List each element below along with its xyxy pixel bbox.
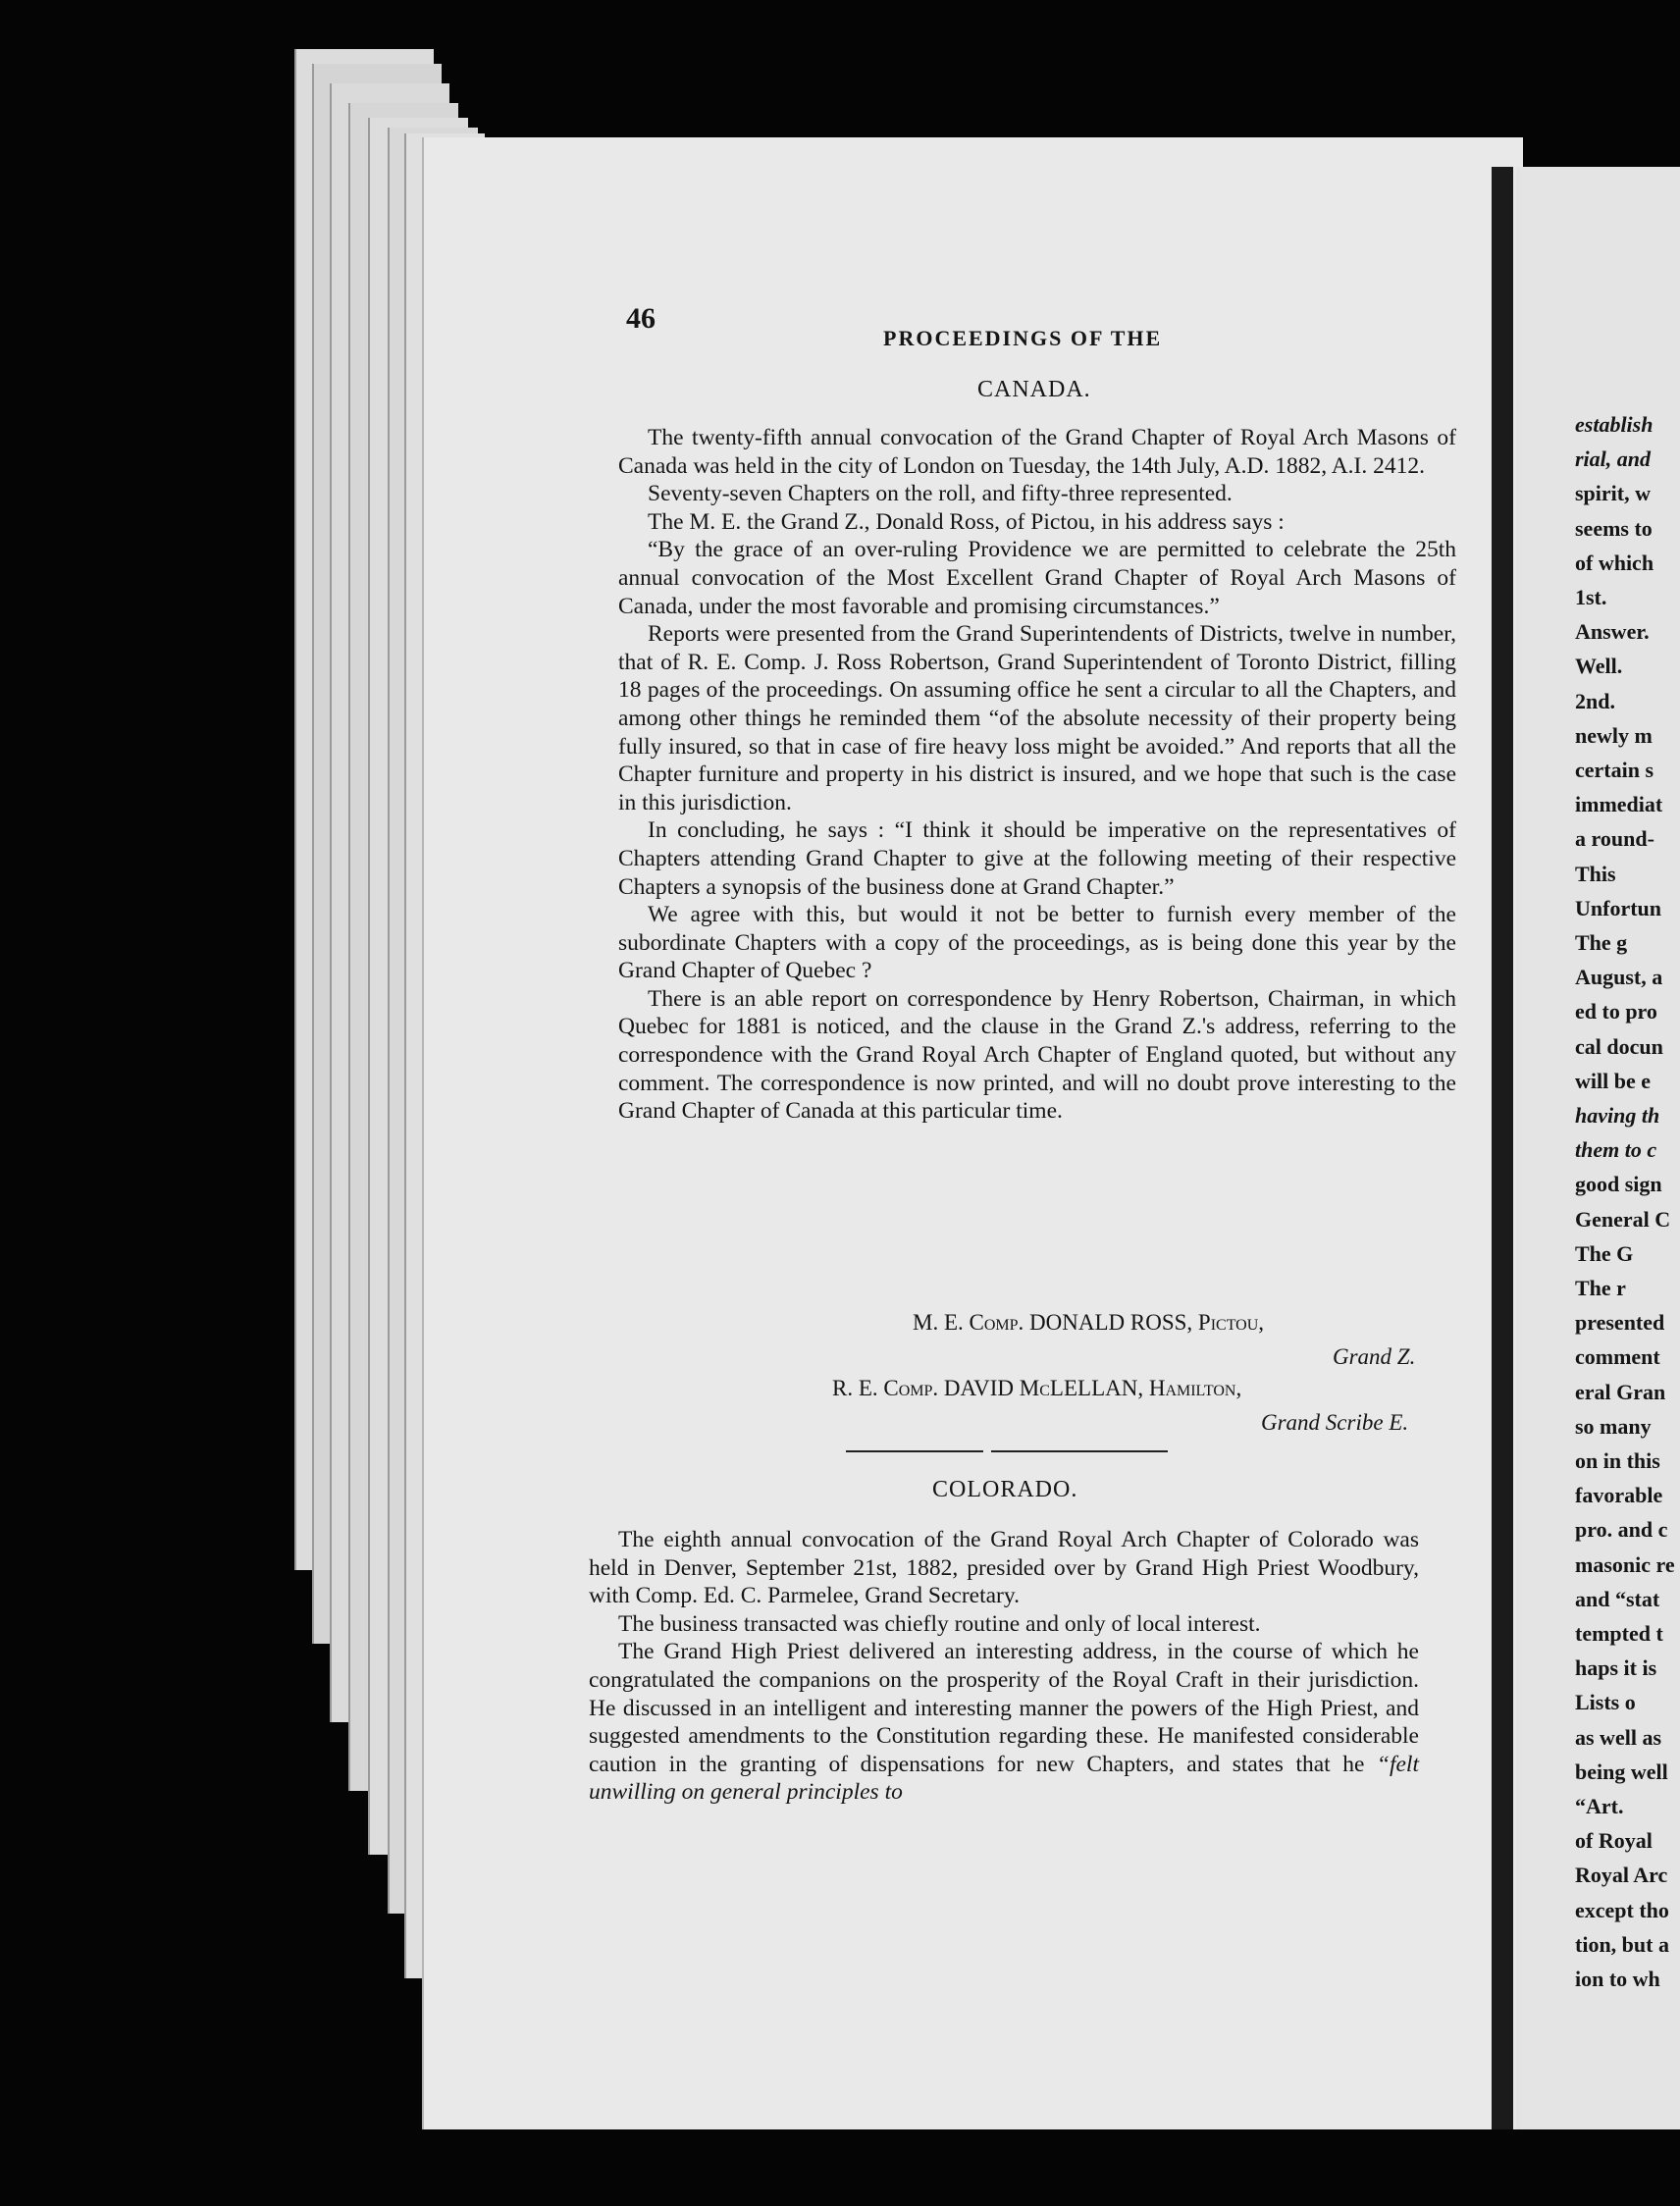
canada-paragraph: “By the grace of an over-ruling Providence we are permitted to celebrate the 25th annual convocation of the Most Excellent Grand Chapter of Royal Arch Masons of Canada, under the most favorable and promising circumstances.” xyxy=(618,537,1456,619)
right-page-line: a round- xyxy=(1575,826,1654,852)
section-divider xyxy=(991,1450,1168,1452)
right-page-line: tempted t xyxy=(1575,1621,1663,1646)
right-page-line: having th xyxy=(1575,1103,1660,1128)
right-page-line: presented xyxy=(1575,1310,1665,1336)
right-page-line: tion, but a xyxy=(1575,1931,1669,1957)
right-page-line: on in this xyxy=(1575,1448,1660,1473)
page-number: 46 xyxy=(626,302,656,335)
right-page-line: them to c xyxy=(1575,1137,1657,1163)
canada-paragraph: Reports were presented from the Grand Superintendents of Districts, twelve in number, that of R. E. Comp. J. Ross Robertson, Grand Superintendent of Toronto District, filling 18 pages of the proceedings. On assuming office he sent a circular to all the Chapters, and among other things he reminded them “of the absolute necessity of their property being fully insured, so that in case of fire heavy loss might be avoided.” And reports that all the Chapter furniture and property in his district is insured, and we hope that such is the case in this jurisdiction. xyxy=(618,621,1456,815)
canada-paragraph: In concluding, he says : “I think it should be imperative on the representatives of Chapters attending Grand Chapter to give at the following meeting of their respective Chapters a synopsis of the business done at Grand Chapter.” xyxy=(618,817,1456,900)
canada-paragraph: We agree with this, but would it not be better to furnish every member of the subordinate Chapters with a copy of the proceedings, as is being done this year by the Grand Chapter of Quebec ? xyxy=(618,902,1456,984)
right-page-line: haps it is xyxy=(1575,1655,1657,1681)
colorado-paragraph: The business transacted was chiefly routine and only of local interest. xyxy=(618,1610,1261,1637)
right-page-line: as well as xyxy=(1575,1724,1661,1750)
right-page-line: The r xyxy=(1575,1276,1626,1300)
right-page-line: immediat xyxy=(1575,792,1663,817)
italic-quote: “felt unwilling on general principles to xyxy=(589,1751,1419,1806)
right-page-line: newly m xyxy=(1575,722,1653,748)
right-page-line: The G xyxy=(1575,1240,1634,1266)
right-page-line: General C xyxy=(1575,1206,1671,1232)
right-page-line: comment xyxy=(1575,1344,1660,1370)
right-page-line: of which xyxy=(1575,550,1654,575)
book-gutter xyxy=(1492,167,1513,2129)
colorado-paragraph: The eighth annual convocation of the Grand Royal Arch Chapter of Colorado was held in Denver, September 21st, 1882, presided over by Grand High Priest Woodbury, with Comp. Ed. C. Parmelee, Grand Secretary. xyxy=(589,1527,1419,1609)
right-page-line: establish xyxy=(1575,412,1654,437)
colorado-paragraph: The Grand High Priest delivered an interesting address, in the course of which he congratulated the companions on the prosperity of the Royal Craft in their jurisdiction. He discussed in an intelligent and interesting manner the powers of the High Priest, and suggested amendments to the Constitution regarding these. He manifested considerable caution in the granting of dispensations for new Chapters, and states that he “felt unwilling on general principles to xyxy=(589,1639,1419,1806)
section-heading-colorado: COLORADO. xyxy=(932,1477,1078,1502)
right-page-line: of Royal xyxy=(1575,1828,1653,1854)
signature-mclellan-title: Grand Scribe E. xyxy=(1261,1410,1409,1435)
canada-paragraph: The twenty-fifth annual convocation of the Grand Chapter of Royal Arch Masons of Canada was held in the city of London on Tuesday, the 14th July, A.D. 1882, A.I. 2412. xyxy=(618,425,1456,479)
canada-body xyxy=(618,424,1456,1126)
right-page-line: masonic re xyxy=(1575,1551,1675,1577)
right-page-line: spirit, w xyxy=(1575,481,1651,506)
canada-paragraph: There is an able report on correspondence by Henry Robertson, Chairman, in which Quebec for 1881 is noticed, and the clause in the Grand Z.'s address, referring to the correspondence with the Grand Royal Arch Chapter of England quoted, but without any comment. The correspondence is now printed, and will no doubt prove interesting to the Grand Chapter of Canada at this particular time. xyxy=(618,985,1456,1125)
right-page-line: ion to wh xyxy=(1575,1967,1660,1991)
signature-ross-title: Grand Z. xyxy=(1333,1344,1416,1369)
right-page-line: August, a xyxy=(1575,965,1663,990)
right-page-line: rial, and xyxy=(1575,446,1652,472)
right-page-line: certain s xyxy=(1575,758,1654,782)
right-page-line: being well xyxy=(1575,1759,1668,1784)
right-page-line: Well. xyxy=(1575,654,1623,679)
signature-ross-name: M. E. Comp. DONALD ROSS, Pictou, xyxy=(913,1310,1265,1335)
right-page-line: Royal Arc xyxy=(1575,1863,1668,1888)
right-page-line: cal docun xyxy=(1575,1033,1663,1059)
right-page-line: so many xyxy=(1575,1413,1652,1439)
right-page-line: ed to pro xyxy=(1575,999,1657,1024)
right-page-line: Unfortun xyxy=(1575,895,1662,920)
colorado-body xyxy=(589,1526,1419,1807)
right-page-line: The g xyxy=(1575,930,1628,955)
running-head: PROCEEDINGS OF THE xyxy=(883,326,1163,350)
right-page-line: seems to xyxy=(1575,515,1653,541)
canada-paragraph: Seventy-seven Chapters on the roll, and fifty-three represented. xyxy=(648,481,1233,507)
right-page-line: will be e xyxy=(1575,1068,1651,1093)
right-page-line: 2nd. xyxy=(1575,688,1615,713)
section-divider xyxy=(846,1450,983,1452)
right-page-line: eral Gran xyxy=(1575,1379,1666,1404)
signature-mclellan-name: R. E. Comp. DAVID McLELLAN, Hamilton, xyxy=(832,1376,1242,1400)
right-page-line: Lists o xyxy=(1575,1690,1636,1715)
right-page-line: favorable xyxy=(1575,1483,1663,1508)
right-page-line: pro. and c xyxy=(1575,1517,1668,1543)
section-heading-canada: CANADA. xyxy=(977,377,1091,402)
right-page-line: and “stat xyxy=(1575,1586,1660,1611)
right-page-line: This xyxy=(1575,861,1616,886)
canada-paragraph: The M. E. the Grand Z., Donald Ross, of Pictou, in his address says : xyxy=(648,508,1285,535)
right-page-line: Answer. xyxy=(1575,619,1650,645)
right-page-line: 1st. xyxy=(1575,585,1607,609)
right-page-line: except tho xyxy=(1575,1897,1669,1922)
right-page-line: good sign xyxy=(1575,1172,1662,1197)
right-page-line: “Art. xyxy=(1575,1794,1624,1818)
